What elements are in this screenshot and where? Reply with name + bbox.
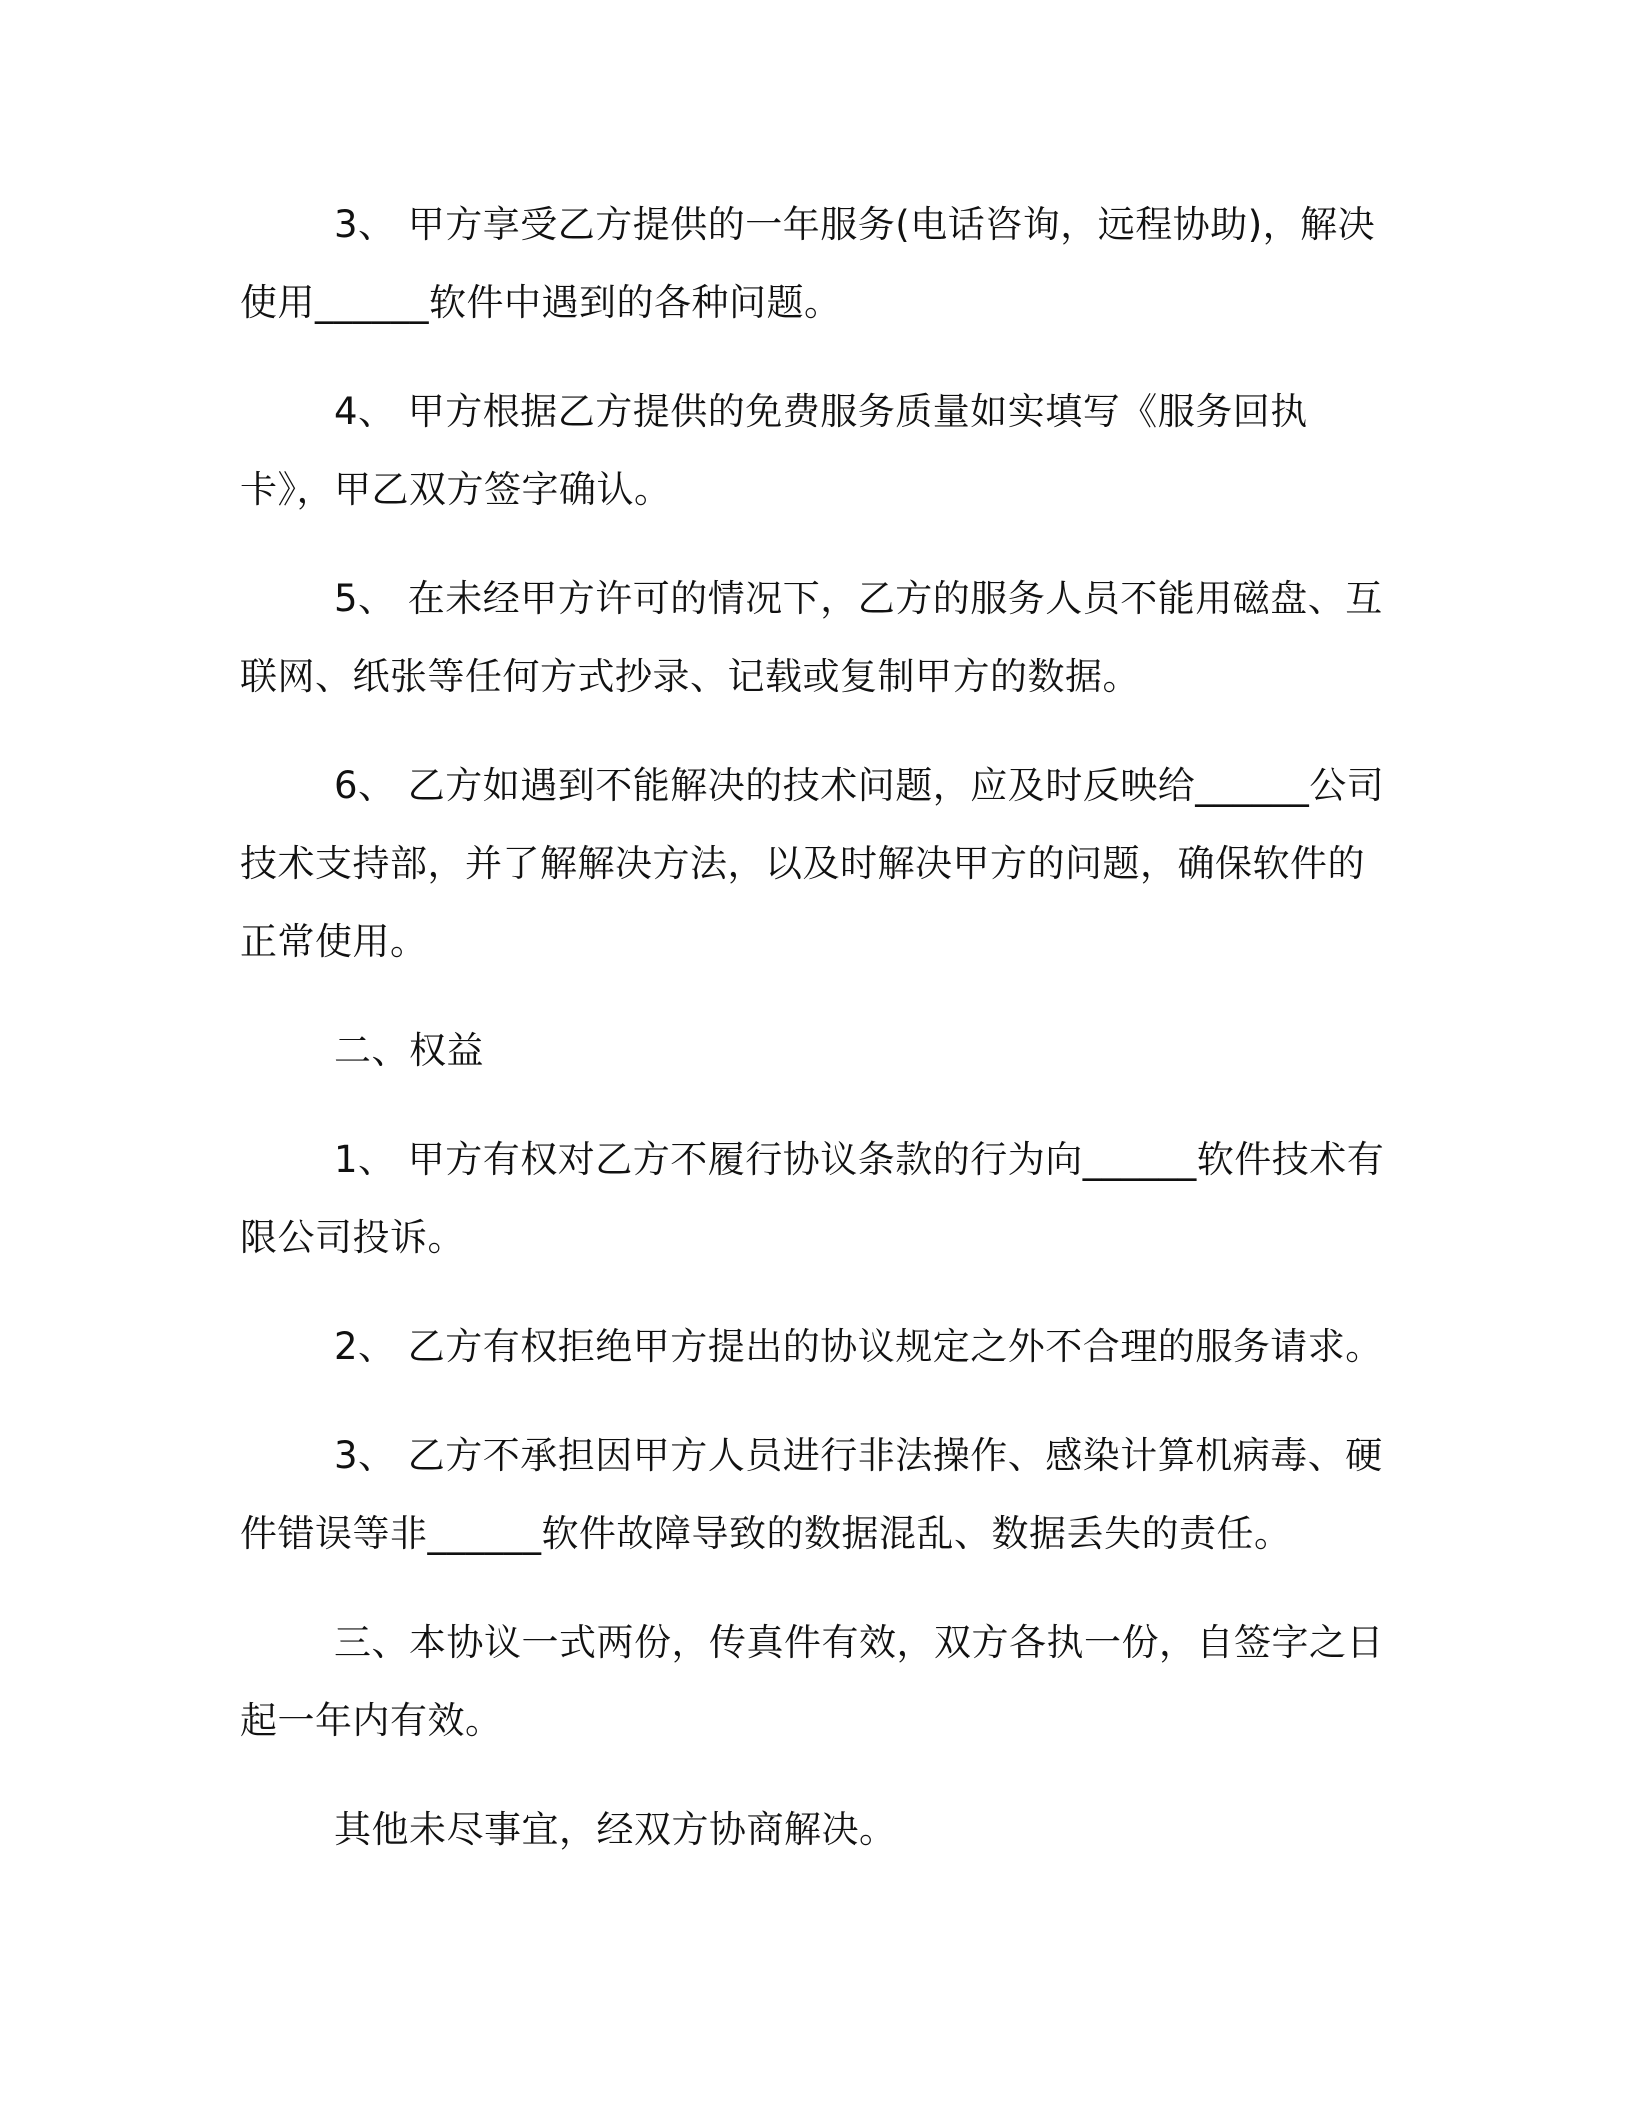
section-three-validity: 三、本协议一式两份，传真件有效，双方各执一份，自签字之日起一年内有效。 <box>240 1621 1384 1742</box>
clause-4-service-receipt: 4、 甲方根据乙方提供的免费服务质量如实填写《服务回执卡》，甲乙双方签字确认。 <box>240 390 1308 511</box>
clause-6-technical-support: 6、 乙方如遇到不能解决的技术问题，应及时反映给______公司技术支持部，并了解解决方法，以及时解决甲方的问题，确保软件的正常使用。 <box>240 764 1385 963</box>
rights-clause-2-refuse-requests: 2、 乙方有权拒绝甲方提出的协议规定之外不合理的服务请求。 <box>334 1325 1383 1368</box>
document-body <box>240 186 1400 1900</box>
clause-3-service-scope: 3、 甲方享受乙方提供的一年服务(电话咨询，远程协助)，解决使用______软件中遇到的各种问题。 <box>240 203 1376 324</box>
closing-statement: 其他未尽事宜，经双方协商解决。 <box>334 1808 897 1851</box>
rights-clause-3-liability: 3、 乙方不承担因甲方人员进行非法操作、感染计算机病毒、硬件错误等非______软件故障导致的数据混乱、数据丢失的责任。 <box>240 1434 1383 1555</box>
rights-clause-1-complaint: 1、 甲方有权对乙方不履行协议条款的行为向______软件技术有限公司投诉。 <box>240 1138 1385 1259</box>
clause-5-data-protection: 5、 在未经甲方许可的情况下，乙方的服务人员不能用磁盘、互联网、纸张等任何方式抄录、记载或复制甲方的数据。 <box>240 577 1383 698</box>
section-heading-rights: 二、权益 <box>334 1029 484 1072</box>
